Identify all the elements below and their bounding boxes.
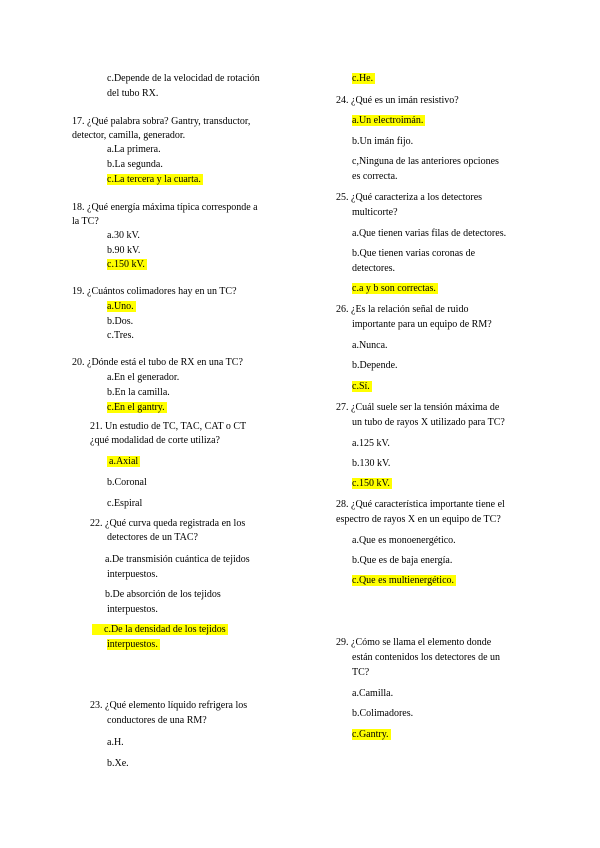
question-22-option-a-line1: a.De transmisión cuántica de tejidos xyxy=(105,554,250,565)
question-17-option-b: b.La segunda. xyxy=(107,159,163,170)
question-19-option-a xyxy=(107,300,136,314)
answer-highlight: c.En el gantry. xyxy=(107,402,165,413)
question-20-option-b: b.En la camilla. xyxy=(107,387,170,398)
question-29-line1: 29. ¿Cómo se llama el elemento donde xyxy=(336,637,492,648)
answer-highlight: a.Axial xyxy=(109,456,139,467)
question-28-line1: 28. ¿Qué característica importante tiene el xyxy=(336,499,505,510)
question-29-line2: están contenidos los detectores de un xyxy=(352,652,501,663)
question-24-option-b: b.Un imán fijo. xyxy=(352,136,414,147)
question-17-line2: detector, camilla, generador. xyxy=(72,130,186,141)
prev-option-c-line2: del tubo RX. xyxy=(107,88,159,99)
question-21-line1: 21. Un estudio de TC, TAC, CAT o CT xyxy=(90,421,247,432)
question-23-option-a: a.H. xyxy=(107,737,124,748)
question-21-option-b: b.Coronal xyxy=(107,477,147,488)
question-17-option-c xyxy=(107,173,203,187)
question-20-option-c xyxy=(107,401,167,415)
question-26-option-b: b.Depende. xyxy=(352,360,398,371)
question-27-option-a: a.125 kV. xyxy=(352,438,390,449)
question-18-option-a: a.30 kV. xyxy=(107,230,140,241)
question-28-option-b: b.Que es de baja energía. xyxy=(352,555,453,566)
question-24: 24. ¿Qué es un imán resistivo? xyxy=(336,95,459,106)
question-21-option-a xyxy=(107,455,140,469)
question-24-option-a xyxy=(352,114,425,128)
question-29-option-c xyxy=(352,728,391,742)
question-26-line1: 26. ¿Es la relación señal de ruido xyxy=(336,304,469,315)
question-27-line1: 27. ¿Cuál suele ser la tensión máxima de xyxy=(336,402,500,413)
question-22-option-c-line2 xyxy=(107,638,160,652)
question-27-line2: un tubo de rayos X utilizado para TC? xyxy=(352,417,505,428)
answer-highlight: interpuestos. xyxy=(107,639,158,650)
question-17-option-a: a.La primera. xyxy=(107,144,161,155)
prev-option-c xyxy=(352,72,375,86)
question-29-option-b: b.Colimadores. xyxy=(352,708,414,719)
question-25-line2: multicorte? xyxy=(352,207,398,218)
question-24-option-c-line1: c,Ninguna de las anteriores opciones xyxy=(352,156,499,167)
question-21-option-c: c.Espiral xyxy=(107,498,143,509)
question-18-line1: 18. ¿Qué energía máxima típica corresponde a xyxy=(72,202,258,213)
question-19: 19. ¿Cuántos colimadores hay en un TC? xyxy=(72,286,237,297)
question-20-option-a: a.En el generador. xyxy=(107,372,180,383)
question-26-option-a: a.Nunca. xyxy=(352,340,388,351)
answer-highlight: c.150 kV. xyxy=(352,478,390,489)
question-26-option-c xyxy=(352,380,372,394)
answer-highlight: c.Sí. xyxy=(352,381,370,392)
question-25-option-a: a.Que tienen varias filas de detectores. xyxy=(352,228,507,239)
question-17-line1: 17. ¿Qué palabra sobra? Gantry, transductor, xyxy=(72,116,251,127)
answer-highlight: c.150 kV. xyxy=(107,259,145,270)
question-24-option-c-line2: es correcta. xyxy=(352,171,398,182)
question-29-line3: TC? xyxy=(352,667,370,678)
answer-highlight: c.a y b son correctas. xyxy=(352,283,436,294)
question-28-line2: espectro de rayos X en un equipo de TC? xyxy=(336,514,501,525)
question-21-line2: ¿qué modalidad de corte utiliza? xyxy=(90,435,220,446)
question-18-option-b: b.90 kV. xyxy=(107,245,141,256)
question-22-line1: 22. ¿Qué curva queda registrada en los xyxy=(90,518,246,529)
answer-highlight: c.Gantry. xyxy=(352,729,389,740)
answer-highlight: a.Uno. xyxy=(107,301,134,312)
answer-highlight: c.Que es multienergético. xyxy=(352,575,455,586)
answer-highlight: c.La tercera y la cuarta. xyxy=(107,174,201,185)
question-18-option-c xyxy=(107,258,147,272)
answer-highlight: a.Un electroimán. xyxy=(352,115,424,126)
question-23-line2: conductores de una RM? xyxy=(107,715,207,726)
question-18-line2: la TC? xyxy=(72,216,99,227)
question-22-option-a-line2: interpuestos. xyxy=(107,569,158,580)
answer-highlight: c.De la densidad de los tejidos xyxy=(92,624,228,635)
question-19-option-c: c.Tres. xyxy=(107,330,134,341)
question-28-option-c xyxy=(352,574,456,588)
question-25-option-c xyxy=(352,282,438,296)
question-23-line1: 23. ¿Qué elemento líquido refrigera los xyxy=(90,700,248,711)
question-22-option-b-line1: b.De absorción de los tejidos xyxy=(105,589,221,600)
question-22-option-c-line1 xyxy=(92,623,228,637)
question-25-line1: 25. ¿Qué caracteriza a los detectores xyxy=(336,192,483,203)
question-26-line2: importante para un equipo de RM? xyxy=(352,319,492,330)
answer-highlight: c.He. xyxy=(352,73,374,84)
question-20: 20. ¿Dónde está el tubo de RX en una TC? xyxy=(72,357,243,368)
prev-option-c-line1: c.Depende de la velocidad de rotación xyxy=(107,73,260,84)
question-22-option-b-line2: interpuestos. xyxy=(107,604,158,615)
question-27-option-b: b.130 kV. xyxy=(352,458,391,469)
question-19-option-b: b.Dos. xyxy=(107,316,134,327)
question-29-option-a: a.Camilla. xyxy=(352,688,394,699)
question-28-option-a: a.Que es monoenergético. xyxy=(352,535,456,546)
question-27-option-c xyxy=(352,477,392,491)
question-23-option-b: b.Xe. xyxy=(107,758,129,769)
question-25-option-b-line1: b.Que tienen varias coronas de xyxy=(352,248,476,259)
question-22-line2: detectores de un TAC? xyxy=(107,532,198,543)
question-25-option-b-line2: detectores. xyxy=(352,263,396,274)
